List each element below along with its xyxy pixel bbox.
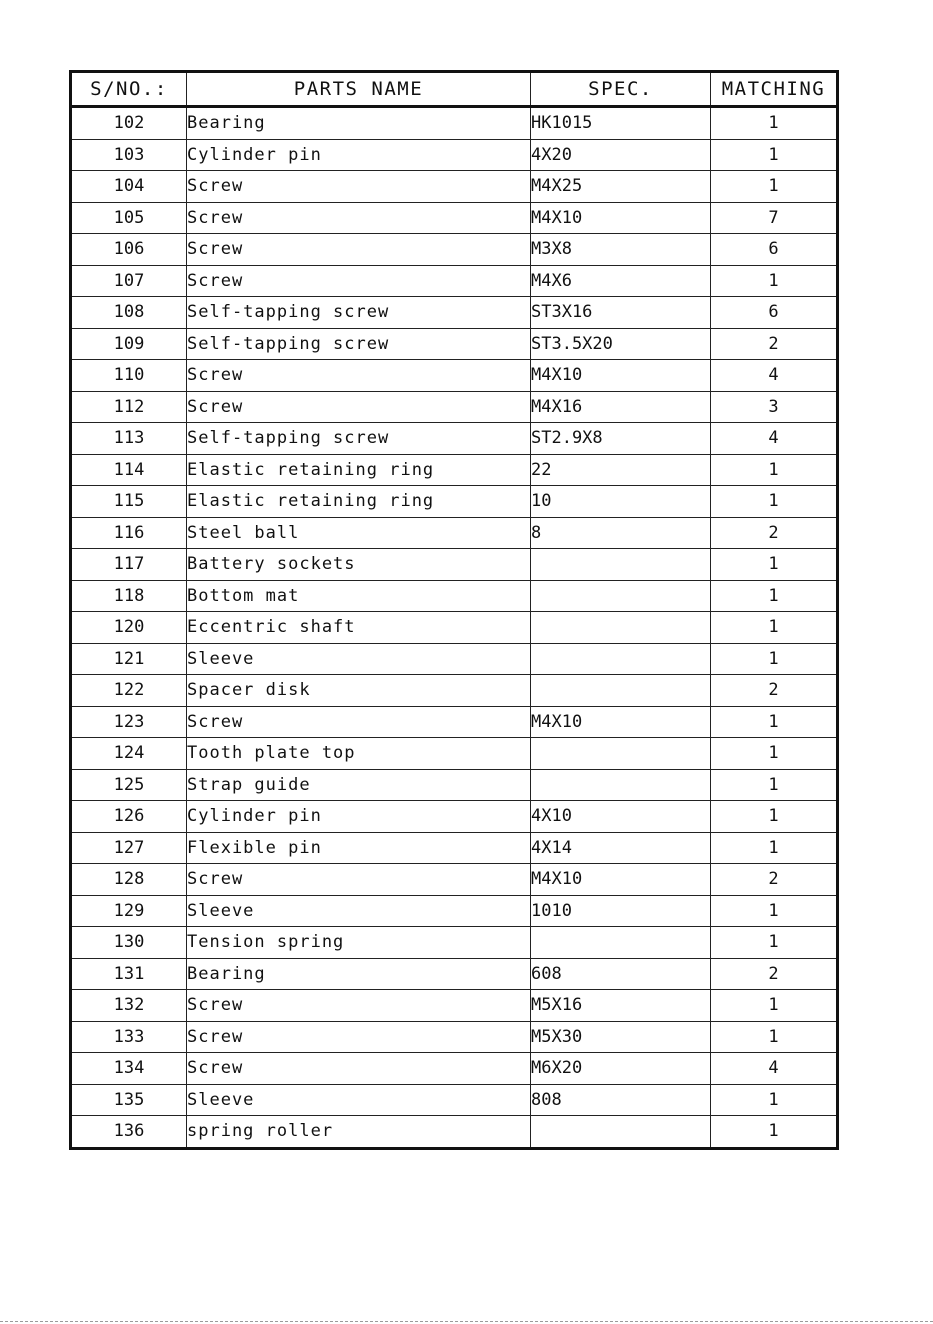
cell-parts-name: Eccentric shaft: [187, 612, 531, 644]
cell-sno: 129: [71, 895, 187, 927]
cell-sno: 136: [71, 1116, 187, 1149]
cell-parts-name: Bearing: [187, 958, 531, 990]
cell-matching: 2: [711, 864, 838, 896]
cell-sno: 128: [71, 864, 187, 896]
table-row: [71, 517, 838, 549]
cell-matching: 1: [711, 1021, 838, 1053]
cell-matching: 1: [711, 1116, 838, 1149]
table-row: [71, 139, 838, 171]
page-bottom-rule: [0, 1321, 933, 1322]
cell-matching: 1: [711, 612, 838, 644]
cell-parts-name: Sleeve: [187, 1084, 531, 1116]
cell-spec: HK1015: [531, 107, 711, 140]
cell-sno: 133: [71, 1021, 187, 1053]
cell-spec: 22: [531, 454, 711, 486]
cell-spec: 10: [531, 486, 711, 518]
cell-parts-name: Flexible pin: [187, 832, 531, 864]
cell-sno: 116: [71, 517, 187, 549]
cell-parts-name: Self-tapping screw: [187, 328, 531, 360]
cell-spec: M3X8: [531, 234, 711, 266]
header-spec: SPEC.: [531, 72, 711, 107]
cell-parts-name: Screw: [187, 360, 531, 392]
cell-sno: 110: [71, 360, 187, 392]
table-row: [71, 864, 838, 896]
cell-sno: 122: [71, 675, 187, 707]
table-row: [71, 234, 838, 266]
cell-parts-name: Spacer disk: [187, 675, 531, 707]
cell-matching: 1: [711, 990, 838, 1022]
cell-matching: 3: [711, 391, 838, 423]
table-row: [71, 580, 838, 612]
cell-parts-name: Self-tapping screw: [187, 423, 531, 455]
cell-matching: 1: [711, 927, 838, 959]
cell-sno: 121: [71, 643, 187, 675]
cell-spec: [531, 580, 711, 612]
cell-parts-name: Strap guide: [187, 769, 531, 801]
cell-parts-name: spring roller: [187, 1116, 531, 1149]
cell-matching: 1: [711, 769, 838, 801]
cell-matching: 4: [711, 360, 838, 392]
cell-parts-name: Self-tapping screw: [187, 297, 531, 329]
cell-spec: [531, 549, 711, 581]
cell-parts-name: Screw: [187, 391, 531, 423]
header-row: [71, 72, 838, 107]
cell-matching: 6: [711, 297, 838, 329]
cell-sno: 118: [71, 580, 187, 612]
cell-parts-name: Cylinder pin: [187, 139, 531, 171]
cell-spec: [531, 738, 711, 770]
cell-spec: 4X14: [531, 832, 711, 864]
cell-sno: 104: [71, 171, 187, 203]
cell-spec: M5X16: [531, 990, 711, 1022]
cell-sno: 127: [71, 832, 187, 864]
cell-spec: [531, 1116, 711, 1149]
table-row: [71, 171, 838, 203]
cell-spec: M4X10: [531, 360, 711, 392]
table-row: [71, 549, 838, 581]
table-row: [71, 328, 838, 360]
cell-sno: 120: [71, 612, 187, 644]
table-row: [71, 486, 838, 518]
cell-matching: 1: [711, 1084, 838, 1116]
cell-parts-name: Bottom mat: [187, 580, 531, 612]
cell-sno: 105: [71, 202, 187, 234]
cell-spec: M4X16: [531, 391, 711, 423]
cell-parts-name: Elastic retaining ring: [187, 454, 531, 486]
table-row: [71, 1053, 838, 1085]
table-row: [71, 895, 838, 927]
cell-matching: 7: [711, 202, 838, 234]
cell-sno: 112: [71, 391, 187, 423]
cell-spec: 608: [531, 958, 711, 990]
cell-matching: 1: [711, 265, 838, 297]
cell-sno: 108: [71, 297, 187, 329]
cell-parts-name: Battery sockets: [187, 549, 531, 581]
cell-matching: 4: [711, 1053, 838, 1085]
cell-spec: ST3X16: [531, 297, 711, 329]
table-row: [71, 958, 838, 990]
header-matching: MATCHING: [711, 72, 838, 107]
cell-parts-name: Cylinder pin: [187, 801, 531, 833]
table-row: [71, 675, 838, 707]
cell-spec: 808: [531, 1084, 711, 1116]
table-row: [71, 832, 838, 864]
cell-matching: 1: [711, 107, 838, 140]
cell-matching: 1: [711, 706, 838, 738]
cell-sno: 123: [71, 706, 187, 738]
cell-spec: 1010: [531, 895, 711, 927]
cell-parts-name: Tooth plate top: [187, 738, 531, 770]
cell-matching: 2: [711, 958, 838, 990]
cell-parts-name: Sleeve: [187, 895, 531, 927]
header-sno: S/NO.:: [71, 72, 187, 107]
cell-spec: M4X10: [531, 706, 711, 738]
cell-matching: 1: [711, 738, 838, 770]
cell-spec: [531, 675, 711, 707]
cell-sno: 126: [71, 801, 187, 833]
cell-matching: 2: [711, 675, 838, 707]
table-row: [71, 265, 838, 297]
cell-sno: 102: [71, 107, 187, 140]
cell-matching: 1: [711, 580, 838, 612]
cell-spec: M5X30: [531, 1021, 711, 1053]
cell-parts-name: Elastic retaining ring: [187, 486, 531, 518]
cell-spec: [531, 927, 711, 959]
cell-matching: 1: [711, 454, 838, 486]
cell-matching: 2: [711, 517, 838, 549]
cell-spec: M4X6: [531, 265, 711, 297]
cell-parts-name: Sleeve: [187, 643, 531, 675]
cell-matching: 6: [711, 234, 838, 266]
cell-matching: 1: [711, 171, 838, 203]
cell-spec: [531, 612, 711, 644]
cell-parts-name: Steel ball: [187, 517, 531, 549]
cell-sno: 130: [71, 927, 187, 959]
cell-spec: 4X20: [531, 139, 711, 171]
cell-sno: 103: [71, 139, 187, 171]
cell-parts-name: Screw: [187, 234, 531, 266]
cell-sno: 114: [71, 454, 187, 486]
cell-spec: [531, 769, 711, 801]
cell-spec: M4X10: [531, 864, 711, 896]
table-row: [71, 360, 838, 392]
table-row: [71, 1116, 838, 1149]
table-row: [71, 769, 838, 801]
table-header: [71, 72, 838, 107]
cell-matching: 4: [711, 423, 838, 455]
cell-matching: 1: [711, 801, 838, 833]
table-row: [71, 202, 838, 234]
cell-parts-name: Screw: [187, 1021, 531, 1053]
table-row: [71, 1021, 838, 1053]
cell-sno: 125: [71, 769, 187, 801]
table-row: [71, 643, 838, 675]
table-row: [71, 423, 838, 455]
cell-parts-name: Screw: [187, 706, 531, 738]
cell-sno: 106: [71, 234, 187, 266]
cell-matching: 1: [711, 139, 838, 171]
cell-sno: 132: [71, 990, 187, 1022]
cell-spec: M4X25: [531, 171, 711, 203]
cell-spec: [531, 643, 711, 675]
cell-parts-name: Screw: [187, 1053, 531, 1085]
header-parts-name: PARTS NAME: [187, 72, 531, 107]
cell-matching: 1: [711, 486, 838, 518]
table-row: [71, 612, 838, 644]
table-row: [71, 801, 838, 833]
cell-parts-name: Bearing: [187, 107, 531, 140]
cell-parts-name: Screw: [187, 202, 531, 234]
cell-spec: 8: [531, 517, 711, 549]
cell-parts-name: Screw: [187, 864, 531, 896]
cell-parts-name: Screw: [187, 265, 531, 297]
table-row: [71, 706, 838, 738]
table-row: [71, 391, 838, 423]
cell-sno: 107: [71, 265, 187, 297]
cell-spec: 4X10: [531, 801, 711, 833]
cell-spec: M4X10: [531, 202, 711, 234]
cell-matching: 1: [711, 895, 838, 927]
cell-matching: 1: [711, 549, 838, 581]
table-row: [71, 990, 838, 1022]
cell-sno: 131: [71, 958, 187, 990]
cell-sno: 124: [71, 738, 187, 770]
cell-spec: ST3.5X20: [531, 328, 711, 360]
table-row: [71, 927, 838, 959]
parts-table: [69, 70, 839, 1150]
table-row: [71, 738, 838, 770]
cell-sno: 115: [71, 486, 187, 518]
cell-matching: 1: [711, 832, 838, 864]
cell-parts-name: Screw: [187, 990, 531, 1022]
table-body: [71, 107, 838, 1149]
cell-parts-name: Screw: [187, 171, 531, 203]
cell-parts-name: Tension spring: [187, 927, 531, 959]
cell-spec: M6X20: [531, 1053, 711, 1085]
table-row: [71, 454, 838, 486]
cell-sno: 113: [71, 423, 187, 455]
cell-matching: 2: [711, 328, 838, 360]
cell-sno: 109: [71, 328, 187, 360]
table-row: [71, 1084, 838, 1116]
cell-sno: 117: [71, 549, 187, 581]
table-row: [71, 107, 838, 140]
cell-sno: 135: [71, 1084, 187, 1116]
cell-matching: 1: [711, 643, 838, 675]
cell-spec: ST2.9X8: [531, 423, 711, 455]
table-row: [71, 297, 838, 329]
cell-sno: 134: [71, 1053, 187, 1085]
